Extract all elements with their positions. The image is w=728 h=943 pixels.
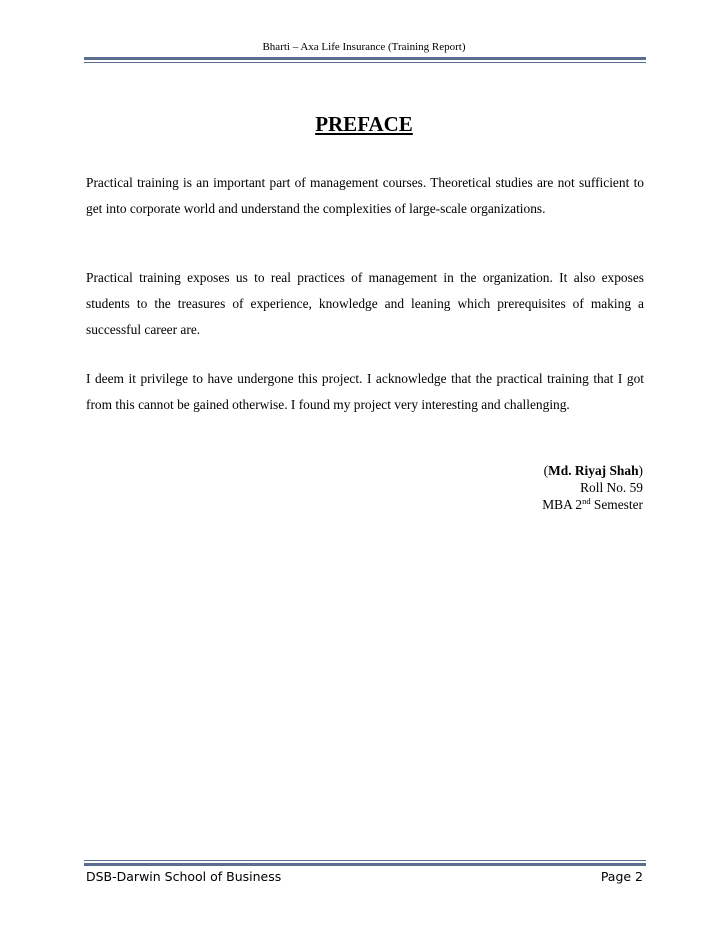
paragraph-3: I deem it privilege to have undergone this project. I acknowledge that the practical training that I got from this cannot be gained otherwise. I found my project very interesting and challenging. bbox=[86, 371, 644, 413]
signature-name-line bbox=[542, 462, 643, 479]
header-rule-thick bbox=[84, 57, 646, 60]
signature-open-paren: ( bbox=[543, 463, 549, 478]
running-header: Bharti – Axa Life Insurance (Training Report) bbox=[262, 41, 466, 53]
signature-close-paren: ) bbox=[638, 463, 643, 478]
roll-number: Roll No. 59 bbox=[580, 480, 643, 495]
author-name: Md. Riyaj Shah bbox=[548, 463, 639, 478]
paragraph-2: Practical training exposes us to real practices of management in the organization. It also exposes students to the treasures of experience, knowledge and leaning which prerequisites of making a successful career are. bbox=[86, 270, 644, 338]
footer-rule-thin bbox=[84, 860, 646, 861]
program-suffix: Semester bbox=[590, 497, 643, 512]
program-prefix: MBA 2 bbox=[542, 497, 583, 512]
header-rule-thin bbox=[84, 62, 646, 63]
program-line bbox=[542, 496, 643, 513]
page-number: Page 2 bbox=[600, 869, 643, 884]
program-ordinal-suffix: nd bbox=[582, 496, 591, 506]
page-title: PREFACE bbox=[315, 112, 413, 136]
paragraph-1: Practical training is an important part of management courses. Theoretical studies are not sufficient to get into corporate world and understand the complexities of large-scale organizations. bbox=[86, 175, 644, 217]
signature-block bbox=[542, 462, 643, 513]
footer-rule-thick bbox=[84, 863, 646, 866]
footer-school-name: DSB-Darwin School of Business bbox=[86, 869, 282, 884]
